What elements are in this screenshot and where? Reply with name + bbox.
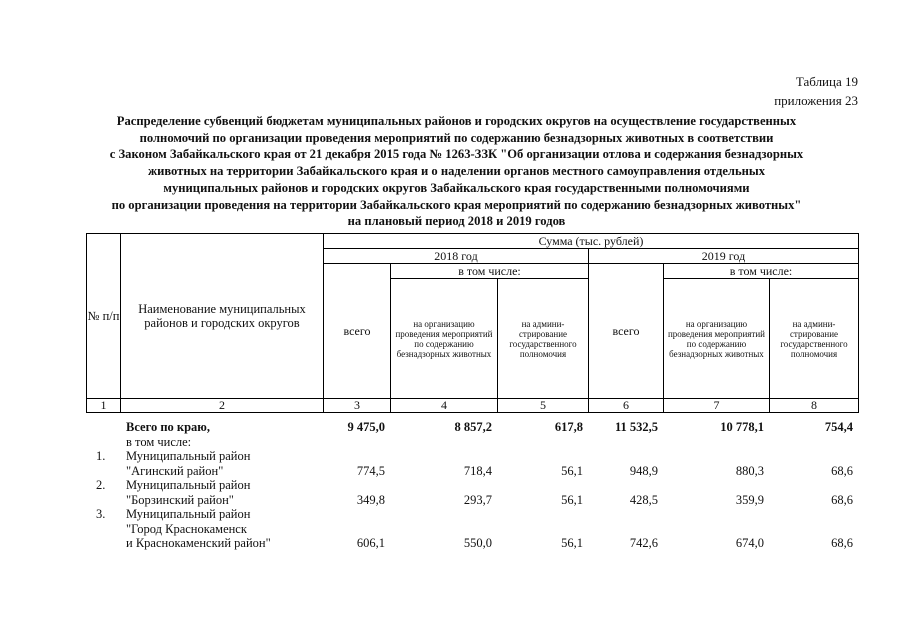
col-number: 7: [664, 399, 770, 413]
header-total-2018: всего: [324, 264, 391, 399]
row-value: 606,1: [356, 536, 385, 550]
header-sub-events-2018: на организацию проведения мероприятий по содержанию безнадзорных животных: [391, 279, 498, 399]
table-body: [86, 420, 858, 551]
table-row: [86, 507, 858, 551]
table-row: [86, 449, 858, 478]
table-reference-number: Таблица 19: [795, 74, 858, 89]
col-number: 5: [498, 399, 589, 413]
header-year-2019: 2019 год: [589, 249, 859, 264]
appendix-reference: приложения 23: [774, 93, 858, 108]
total-value: 617,8: [554, 420, 583, 434]
title-line: животных на территории Забайкальского края и о наделении органов местного самоуправления отдельных: [147, 164, 766, 179]
row-value: 742,6: [629, 536, 658, 550]
header-sub-admin-2018: на админи-стрирование государственного полномочия: [498, 279, 589, 399]
title-line: на плановый период 2018 и 2019 годов: [347, 214, 566, 229]
row-value: 774,5: [356, 463, 385, 478]
row-value: 349,8: [356, 492, 385, 507]
col-number: 4: [391, 399, 498, 413]
table-row: [86, 478, 858, 507]
document-title: [60, 113, 853, 230]
row-value: 359,9: [735, 492, 764, 507]
header-sub-admin-2019: на админи-стрирование государственного полномочия: [770, 279, 859, 399]
row-value: 428,5: [629, 492, 658, 507]
total-value: 8 857,2: [454, 420, 492, 434]
row-name: Муниципальный район "Борзинский район": [126, 478, 251, 507]
col-number: 1: [87, 399, 121, 413]
col-number: 3: [324, 399, 391, 413]
title-line: Распределение субвенций бюджетам муниципальных районов и городских округов на осуществление государственных: [116, 114, 797, 128]
total-label: Всего по краю, в том числе:: [120, 420, 323, 449]
row-name: Муниципальный район "Агинский район": [126, 449, 251, 478]
row-number: 2.: [96, 478, 106, 492]
header-incl-2019: в том числе:: [664, 264, 859, 279]
row-value: 550,0: [463, 536, 492, 550]
col-number: 8: [770, 399, 859, 413]
header-name: Наименование муниципальных районов и городских округов: [121, 234, 324, 399]
total-value: 754,4: [824, 420, 853, 434]
row-name: Муниципальный район "Город Краснокаменск и Краснокаменский район": [126, 507, 271, 550]
row-number: 1.: [96, 449, 106, 463]
table-header: [86, 233, 859, 413]
title-line: с Законом Забайкальского края от 21 декабря 2015 года № 1263-ЗЗК "Об организации отлова и содержания безнадзорных: [109, 147, 804, 162]
title-line: по организации проведения на территории Забайкальского края мероприятий по содержанию безнадзорных животных": [111, 197, 802, 212]
header-incl-2018: в том числе:: [391, 264, 589, 279]
header-year-2018: 2018 год: [324, 249, 589, 264]
col-number: 6: [589, 399, 664, 413]
row-value: 56,1: [561, 536, 583, 550]
total-sublabel: в том числе:: [126, 434, 192, 449]
header-sum: Сумма (тыс. рублей): [324, 234, 859, 249]
title-line: полномочий по организации проведения мероприятий по содержанию безнадзорных животных в соответствии: [139, 130, 774, 145]
row-number: 3.: [96, 507, 106, 521]
total-value: 11 532,5: [614, 420, 658, 434]
row-value: 56,1: [561, 463, 583, 478]
total-row: [86, 420, 858, 449]
col-number: 2: [121, 399, 324, 413]
row-value: 718,4: [463, 463, 492, 478]
row-value: 674,0: [735, 536, 764, 550]
header-total-2019: всего: [589, 264, 664, 399]
row-value: 68,6: [831, 463, 853, 478]
row-value: 68,6: [831, 536, 853, 550]
total-value: 10 778,1: [720, 420, 764, 434]
title-line: муниципальных районов и городских округов Забайкальского края государственными полномочиями: [163, 180, 750, 195]
row-value: 948,9: [629, 463, 658, 478]
row-value: 880,3: [735, 463, 764, 478]
total-value: 9 475,0: [347, 420, 385, 434]
row-value: 56,1: [561, 492, 583, 507]
header-sub-events-2019: на организацию проведения мероприятий по содержанию безнадзорных животных: [664, 279, 770, 399]
header-num: № п/п: [87, 234, 121, 399]
row-value: 293,7: [463, 492, 492, 507]
row-value: 68,6: [831, 492, 853, 507]
